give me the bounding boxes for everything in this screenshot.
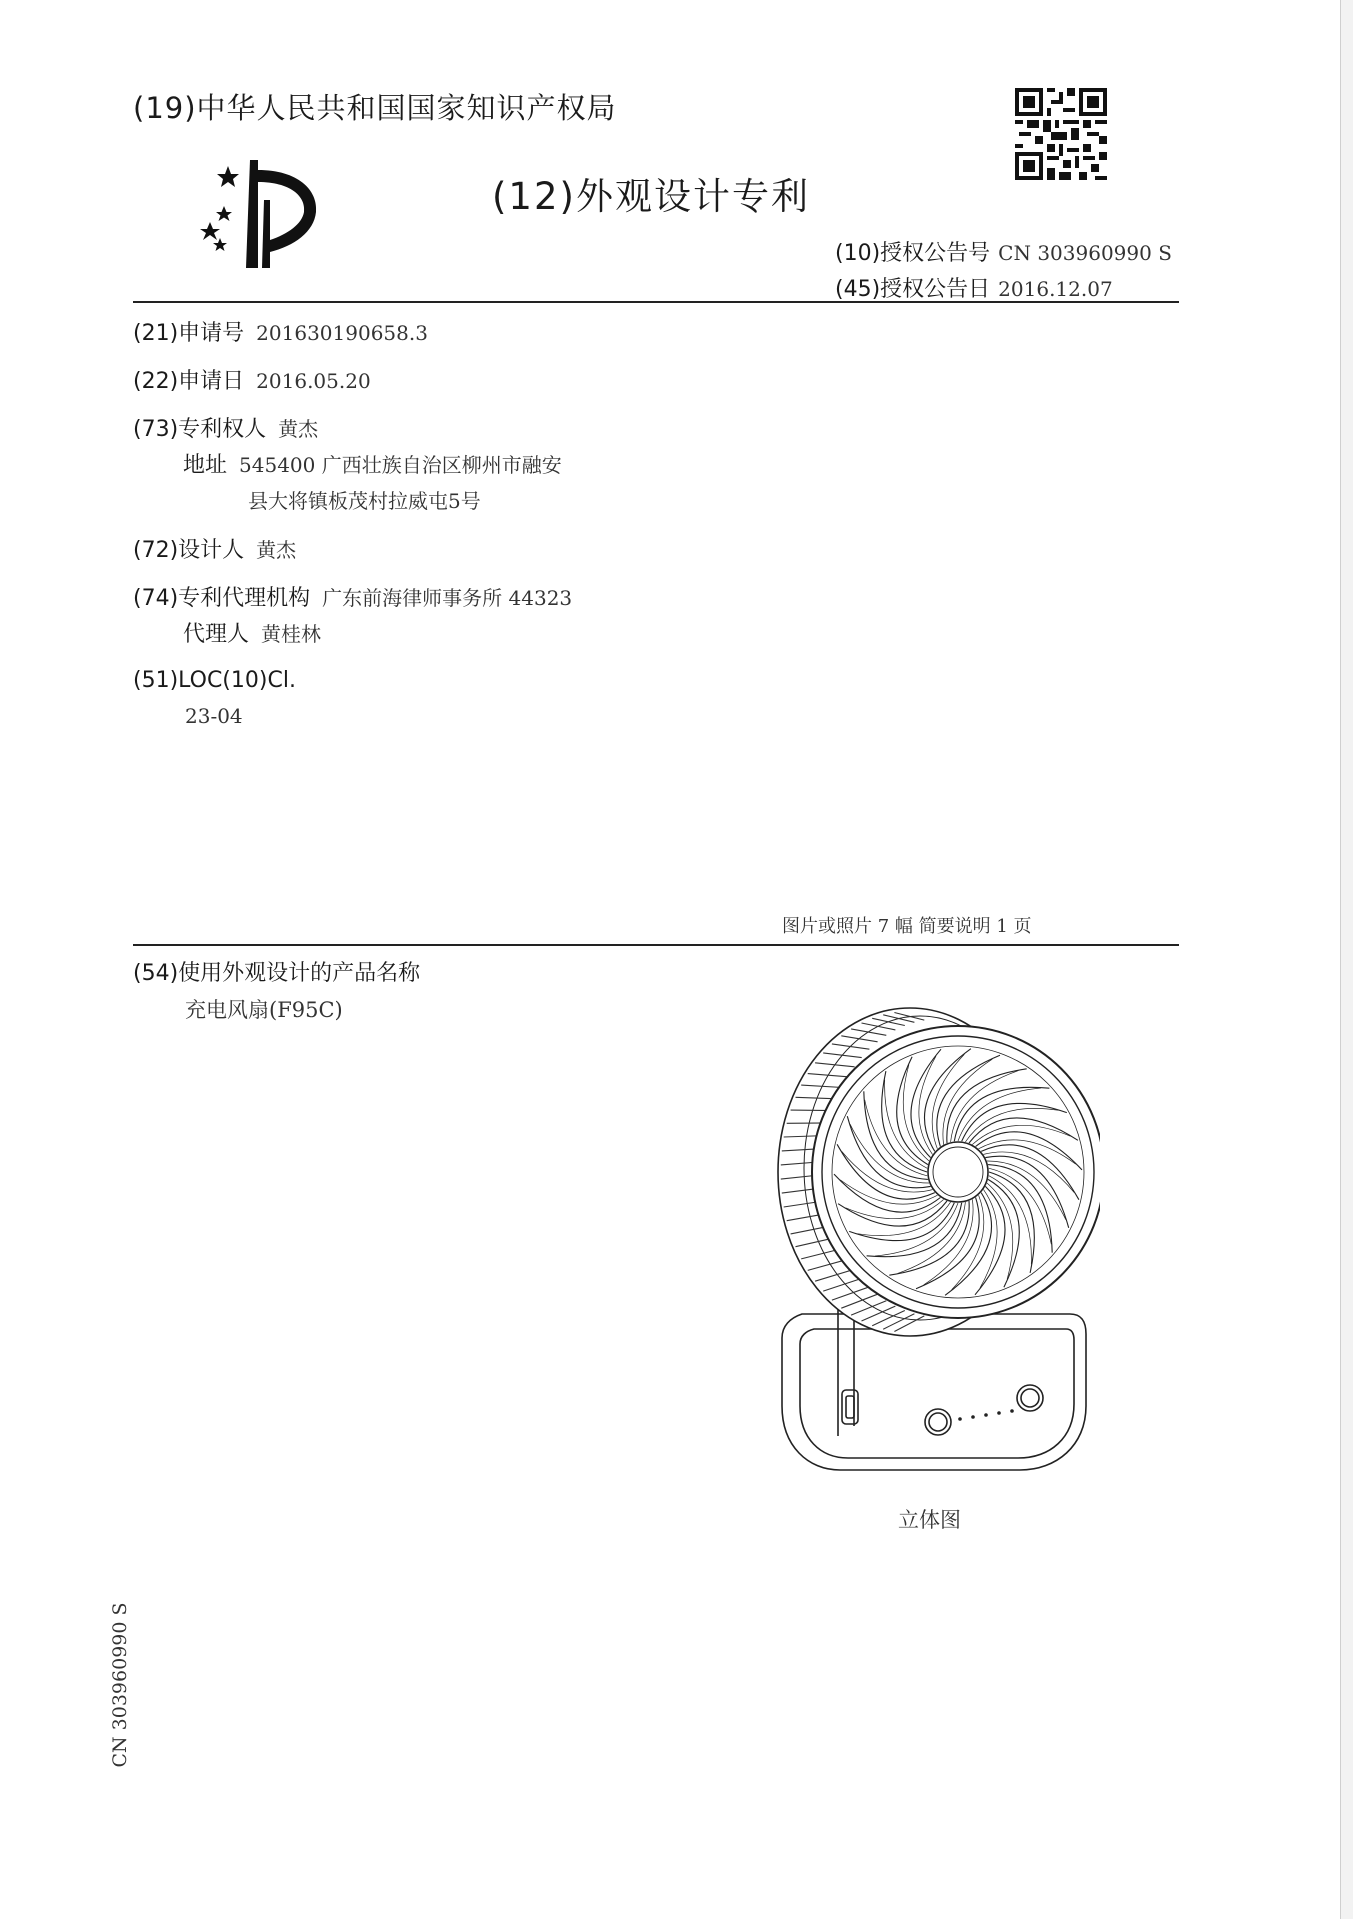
agent-value: 黄桂林	[261, 622, 322, 646]
address	[183, 448, 562, 479]
qr-code-icon	[1015, 88, 1107, 180]
loc-classification-value: 23-04	[185, 704, 243, 728]
header-divider	[133, 301, 1179, 303]
product-name-value: 充电风扇(F95C)	[185, 998, 343, 1022]
application-date	[133, 364, 371, 395]
designer-value: 黄杰	[256, 538, 297, 562]
patent-agency	[133, 581, 572, 612]
side-publication-code: CN 303960990 S	[109, 1602, 131, 1768]
loc-classification-label: (51)LOC(10)Cl.	[133, 668, 296, 693]
publication-date	[835, 272, 1113, 303]
publication-number	[835, 236, 1172, 267]
address-line1: 545400 广西壮族自治区柳州市融安	[239, 453, 562, 477]
publication-date-value: 2016.12.07	[998, 277, 1113, 301]
section-divider	[133, 944, 1179, 946]
application-number-label: (21)申请号	[133, 321, 245, 346]
document-type-title: (12)外观设计专利	[492, 175, 810, 218]
patentee	[133, 412, 318, 443]
agent	[183, 617, 321, 648]
agent-label: 代理人	[183, 622, 250, 647]
patent-agency-label: (74)专利代理机构	[133, 586, 311, 611]
address-label: 地址	[183, 453, 228, 478]
patent-agency-value: 广东前海律师事务所 44323	[322, 586, 573, 610]
designer-label: (72)设计人	[133, 538, 245, 563]
application-date-value: 2016.05.20	[256, 369, 371, 393]
fan-drawing	[770, 986, 1100, 1486]
application-number-value: 201630190658.3	[256, 321, 428, 345]
page-edge	[1340, 0, 1353, 1919]
publication-date-label: (45)授权公告日	[835, 277, 991, 302]
figure-caption: 立体图	[898, 1508, 961, 1532]
designer	[133, 533, 296, 564]
application-date-label: (22)申请日	[133, 369, 245, 394]
office-name: (19)中华人民共和国国家知识产权局	[133, 91, 617, 125]
product-name-label: (54)使用外观设计的产品名称	[133, 961, 421, 986]
address-line2: 县大将镇板茂村拉威屯5号	[248, 489, 481, 513]
figure-page-count: 图片或照片 7 幅 简要说明 1 页	[782, 916, 1032, 937]
publication-number-label: (10)授权公告号	[835, 241, 991, 266]
cnipa-logo-icon	[198, 160, 328, 268]
patentee-value: 黄杰	[278, 417, 319, 441]
application-number	[133, 316, 428, 347]
patentee-label: (73)专利权人	[133, 417, 267, 442]
publication-number-value: CN 303960990 S	[998, 241, 1172, 265]
